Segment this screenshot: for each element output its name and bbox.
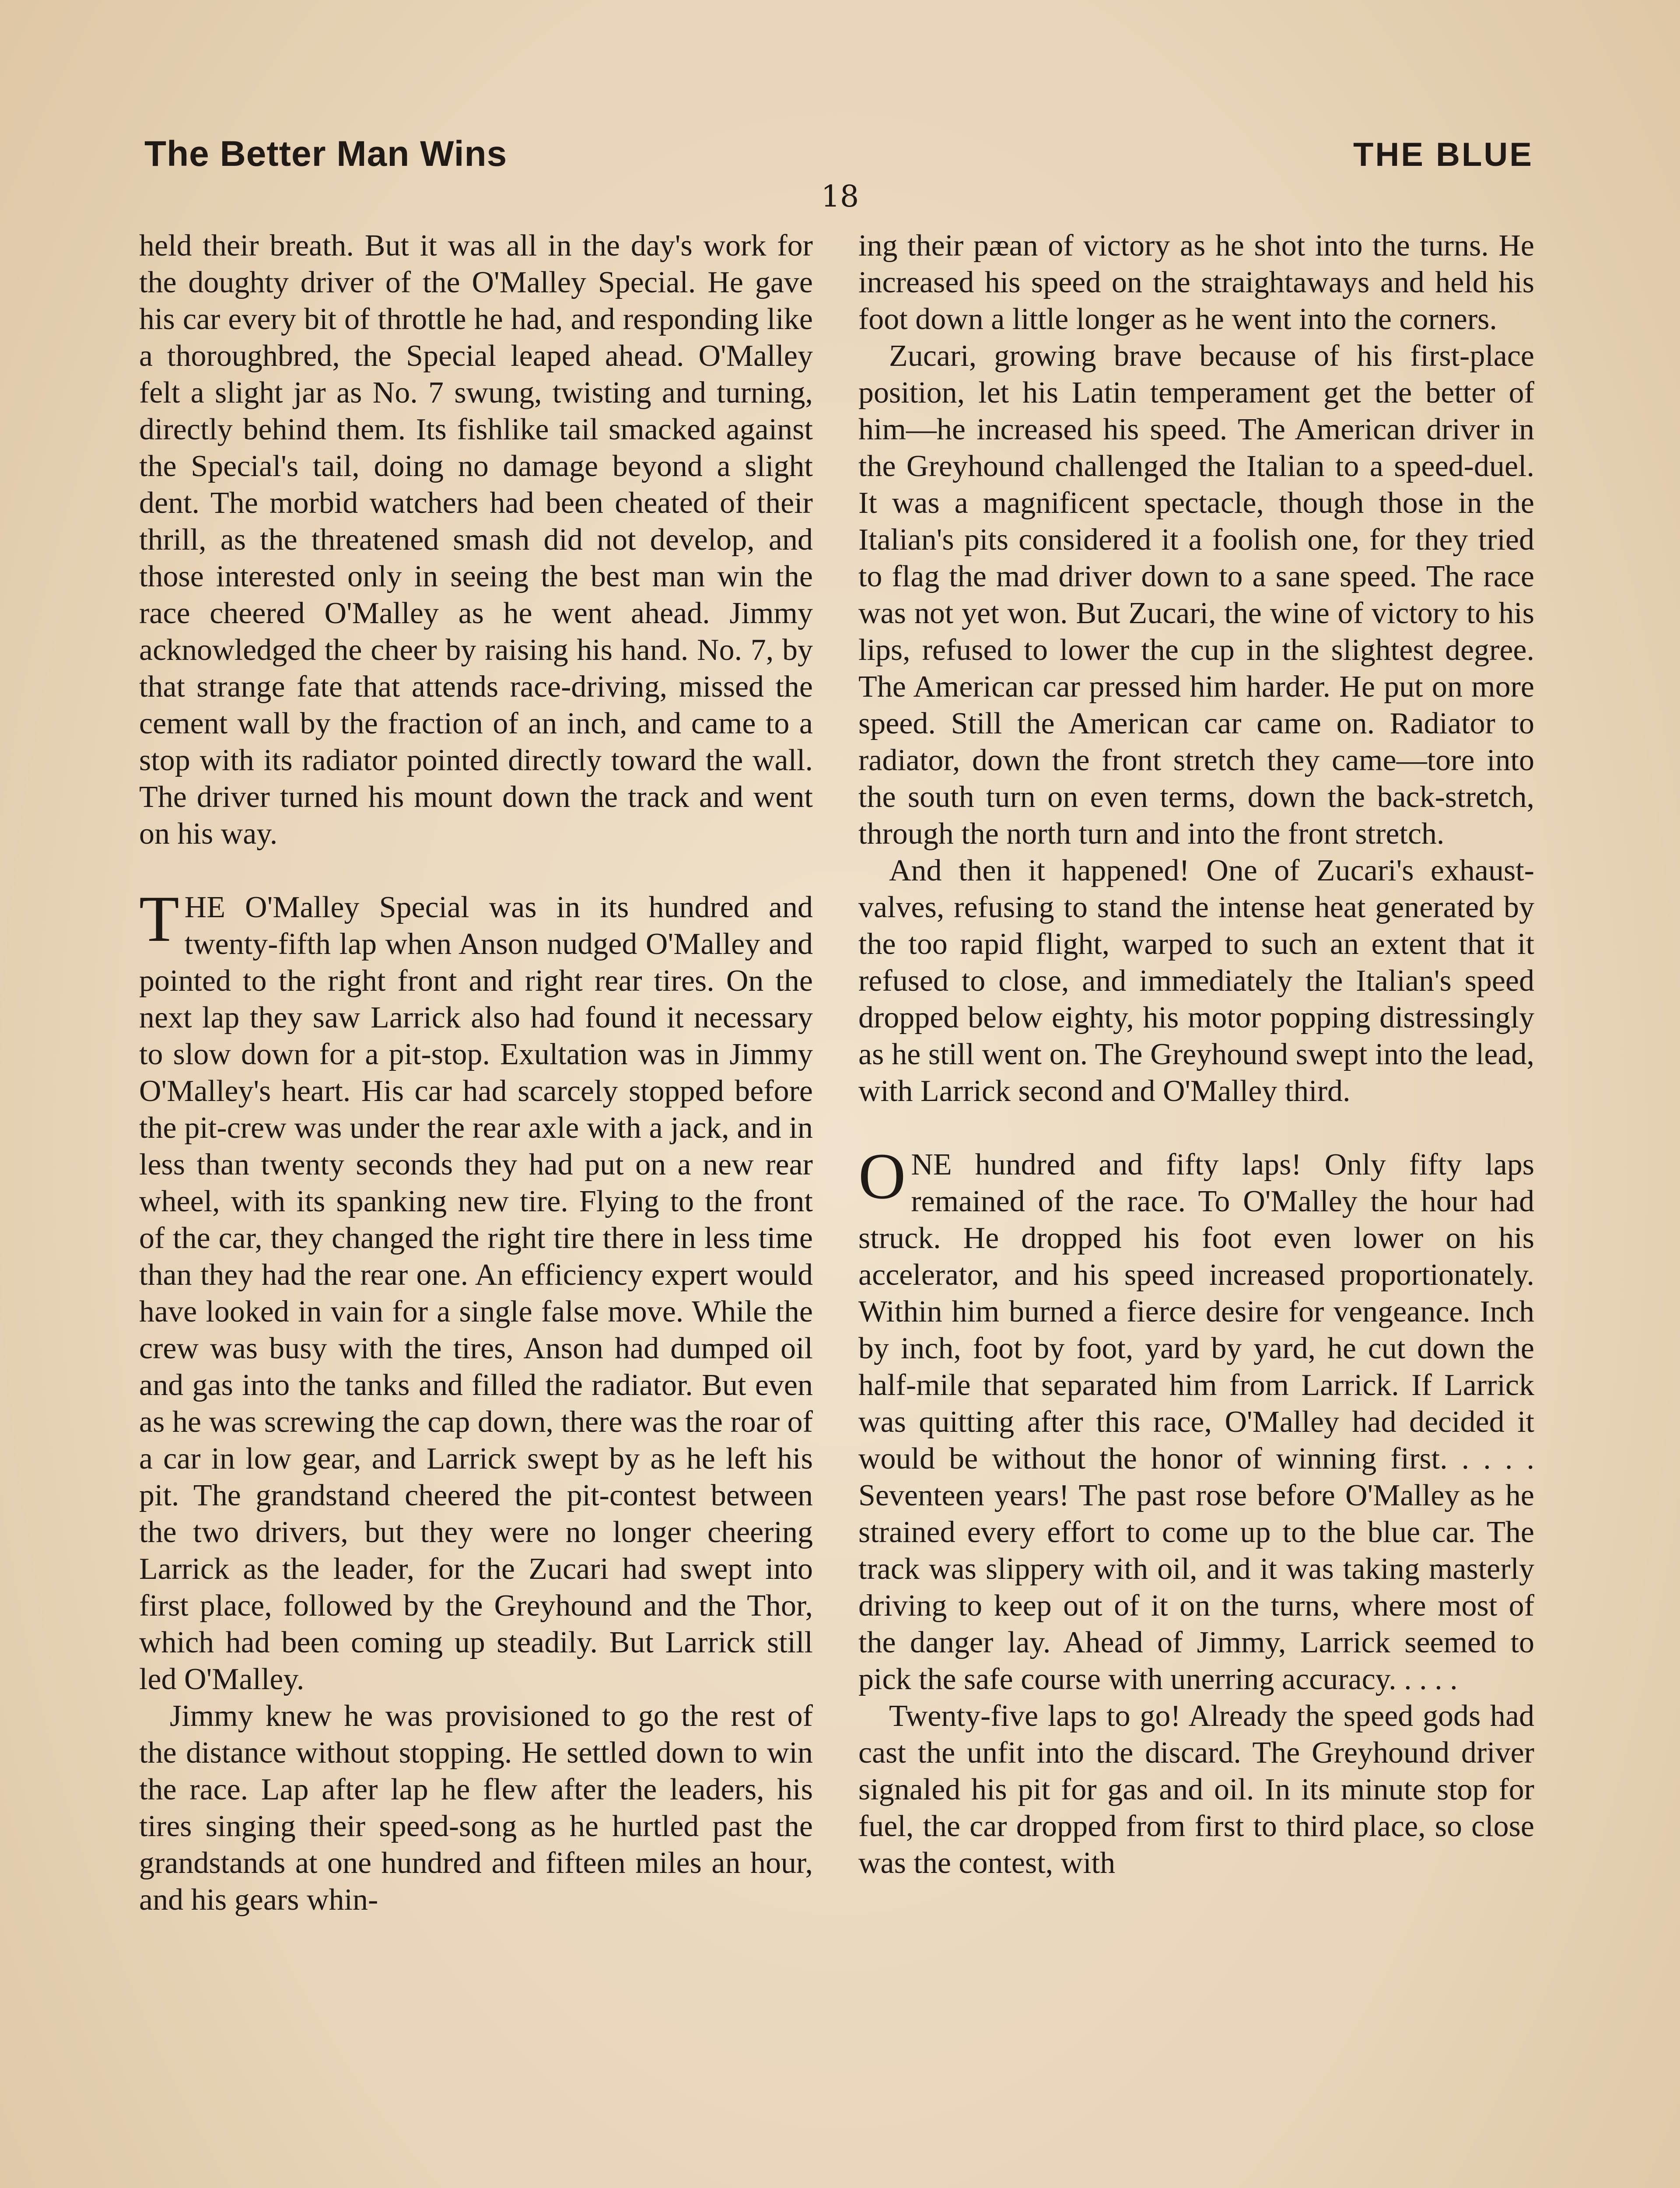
dropcap: O xyxy=(858,1140,906,1213)
right-column xyxy=(858,228,1534,1882)
paragraph-with-dropcap xyxy=(139,883,813,1698)
paragraph: Zucari, growing brave because of his first-place position, let his Latin temperament get the better of him—he increased his speed. The American driver in the Greyhound challenged the Italian to a speed-duel. It was a magnificent spectacle, though those in the Italian's pits considered it a foolish one, for they tried to flag the mad driver down to a sane speed. The race was not yet won. But Zucari, the wine of victory to his lips, refused to lower the cup in the slightest degree. The American car pressed him harder. He put on more speed. Still the American car came on. Radiator to radiator, down the front stretch they came—tore into the south turn on even terms, down the back-stretch, through the north turn and into the front stretch. xyxy=(858,339,1534,851)
running-head-title: The Better Man Wins xyxy=(144,134,508,174)
paragraph-text: NE hundred and fifty laps! Only fifty laps remained of the race. To O'Malley the hour had struck. He dropped his foot even lower on his accelerator, and his speed increased proportionately. Within him burned a fierce desire for vengeance. Inch by inch, foot by foot, yard by yard, he cut down the half-mile that separated him from Larrick. If Larrick was quitting after this race, O'Malley had decided it would be without the honor of winning first. . . . . Seventeen years! The past rose before O'Malley as he strained every effort to come up to the blue car. The track was slippery with oil, and it was taking masterly driving to keep out of it on the turns, where most of the danger lay. Ahead of Jimmy, Larrick seemed to pick the safe course with unerring accuracy. . . . . xyxy=(858,1148,1534,1696)
section-gap xyxy=(858,1110,1534,1147)
paragraph: And then it happened! One of Zucari's exhaust-valves, refusing to stand the intense heat generated by the too rapid flight, warped to such an extent that it refused to close, and immediately the Italian's speed dropped below eighty, his motor popping distressingly as he still went on. The Greyhound swept into the lead, with Larrick second and O'Malley third. xyxy=(858,854,1534,1108)
paragraph: Jimmy knew he was provisioned to go the rest of the distance without stopping. He settled down to win the race. Lap after lap he flew after the leaders, his tires singing their speed-song as he hurtled past the grandstands at one hundred and fifteen miles an hour, and his gears whin- xyxy=(139,1699,813,1917)
left-column xyxy=(139,228,813,1918)
paragraph: ing their pæan of victory as he shot into the turns. He increased his speed on the straightaways and held his foot down a little longer as he went into the corners. xyxy=(858,229,1534,336)
paragraph: Twenty-five laps to go! Already the speed gods had cast the unfit into the discard. The Greyhound driver signaled his pit for gas and oil. In its minute stop for fuel, the car dropped from first to third place, so close was the contest, with xyxy=(858,1699,1534,1880)
paragraph: held their breath. But it was all in the day's work for the doughty driver of the O'Malley Special. He gave his car every bit of throttle he had, and responding like a thoroughbred, the Special leaped ahead. O'Malley felt a slight jar as No. 7 swung, twisting and turning, directly behind them. Its fishlike tail smacked against the Special's tail, doing no damage beyond a slight dent. The morbid watchers had been cheated of their thrill, as the threatened smash did not develop, and those interested only in seeing the best man win the race cheered O'Malley as he went ahead. Jimmy acknowledged the cheer by raising his hand. No. 7, by that strange fate that attends race-driving, missed the cement wall by the fraction of an inch, and came to a stop with its radiator pointed directly toward the wall. The driver turned his mount down the track and went on his way. xyxy=(139,229,813,851)
page-number: 18 xyxy=(821,179,859,214)
paragraph-with-dropcap xyxy=(858,1140,1534,1698)
dropcap: T xyxy=(139,883,179,955)
paragraph-text: HE O'Malley Special was in its hundred and twenty-fifth lap when Anson nudged O'Malley and pointed to the right front and right rear tires. On the next lap they saw Larrick also had found it necessary to slow down for a pit-stop. Exultation was in Jimmy O'Malley's heart. His car had scarcely stopped before the pit-crew was under the rear axle with a jack, and in less than twenty seconds they had put on a new rear wheel, with its spanking new tire. Flying to the front of the car, they changed the right tire there in less time than they had the rear one. An efficiency expert would have looked in vain for a single false move. While the crew was busy with the tires, Anson had dumped oil and gas into the tanks and filled the radiator. But even as he was screwing the cap down, there was the roar of a car in low gear, and Larrick swept by as he left his pit. The grandstand cheered the pit-contest between the two drivers, but they were no longer cheering Larrick as the leader, for the Zucari had swept into first place, followed by the Greyhound and the Thor, which had been coming up steadily. But Larrick still led O'Malley. xyxy=(139,891,813,1696)
running-head-magazine: THE BLUE xyxy=(1353,136,1533,173)
section-gap xyxy=(139,852,813,889)
